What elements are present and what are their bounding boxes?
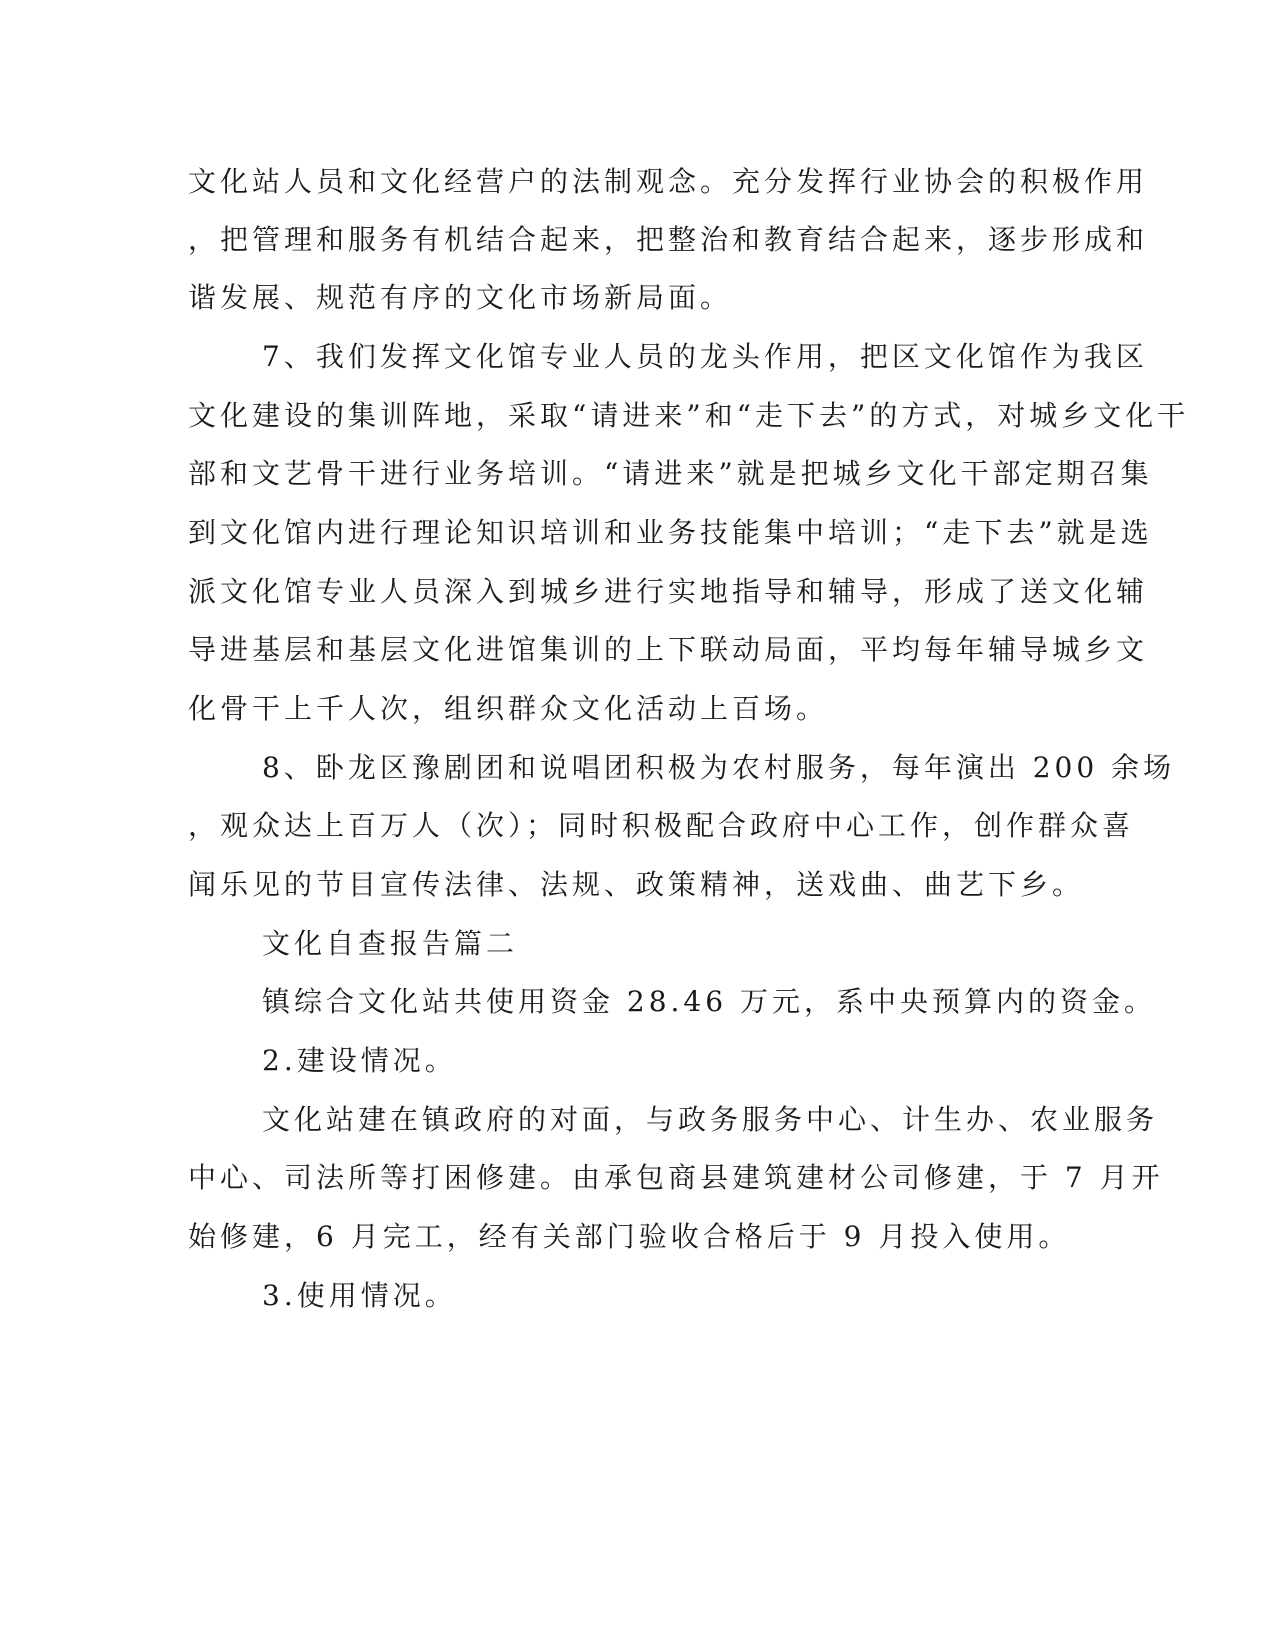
construction-paragraph-line: 文化站建在镇政府的对面，与政务服务中心、计生办、农业服务 [262,1103,1159,1136]
text-line: 到文化馆内进行理论知识培训和业务技能集中培训；“走下去”就是选 [188,516,1153,549]
text-line: 始修建，6 月完工，经有关部门验收合格后于 9 月投入使用。 [188,1220,1071,1253]
text-line: 文化建设的集训阵地，采取“请进来”和“走下去”的方式，对城乡文化干 [188,399,1190,432]
paragraph-7-line: 7、我们发挥文化馆专业人员的龙头作用，把区文化馆作为我区 [262,340,1148,373]
section-heading: 文化自查报告篇二 [262,927,519,960]
text-line: ，把管理和服务有机结合起来，把整治和教育结合起来，逐步形成和 [188,223,1149,256]
text-line: 化骨干上千人次，组织群众文化活动上百场。 [188,692,829,725]
text-line: 闻乐见的节目宣传法律、法规、政策精神，送戏曲、曲艺下乡。 [188,868,1085,901]
text-line: 谐发展、规范有序的文化市场新局面。 [188,281,733,314]
funding-line: 镇综合文化站共使用资金 28.46 万元，系中央预算内的资金。 [262,985,1156,1018]
subheading-construction: 2.建设情况。 [262,1044,457,1077]
subheading-usage: 3.使用情况。 [262,1279,457,1312]
text-line: 部和文艺骨干进行业务培训。“请进来”就是把城乡文化干部定期召集 [188,457,1153,490]
text-line: 文化站人员和文化经营户的法制观念。充分发挥行业协会的积极作用 [188,165,1149,198]
text-line: 中心、司法所等打困修建。由承包商县建筑建材公司修建，于 7 月开 [188,1161,1164,1194]
text-line: 导进基层和基层文化进馆集训的上下联动局面，平均每年辅导城乡文 [188,633,1149,666]
text-line: 派文化馆专业人员深入到城乡进行实地指导和辅导，形成了送文化辅 [188,575,1149,608]
text-line: ，观众达上百万人（次）；同时积极配合政府中心工作，创作群众喜 [188,809,1135,842]
paragraph-8-line: 8、卧龙区豫剧团和说唱团积极为农村服务，每年演出 200 余场 [262,751,1176,784]
